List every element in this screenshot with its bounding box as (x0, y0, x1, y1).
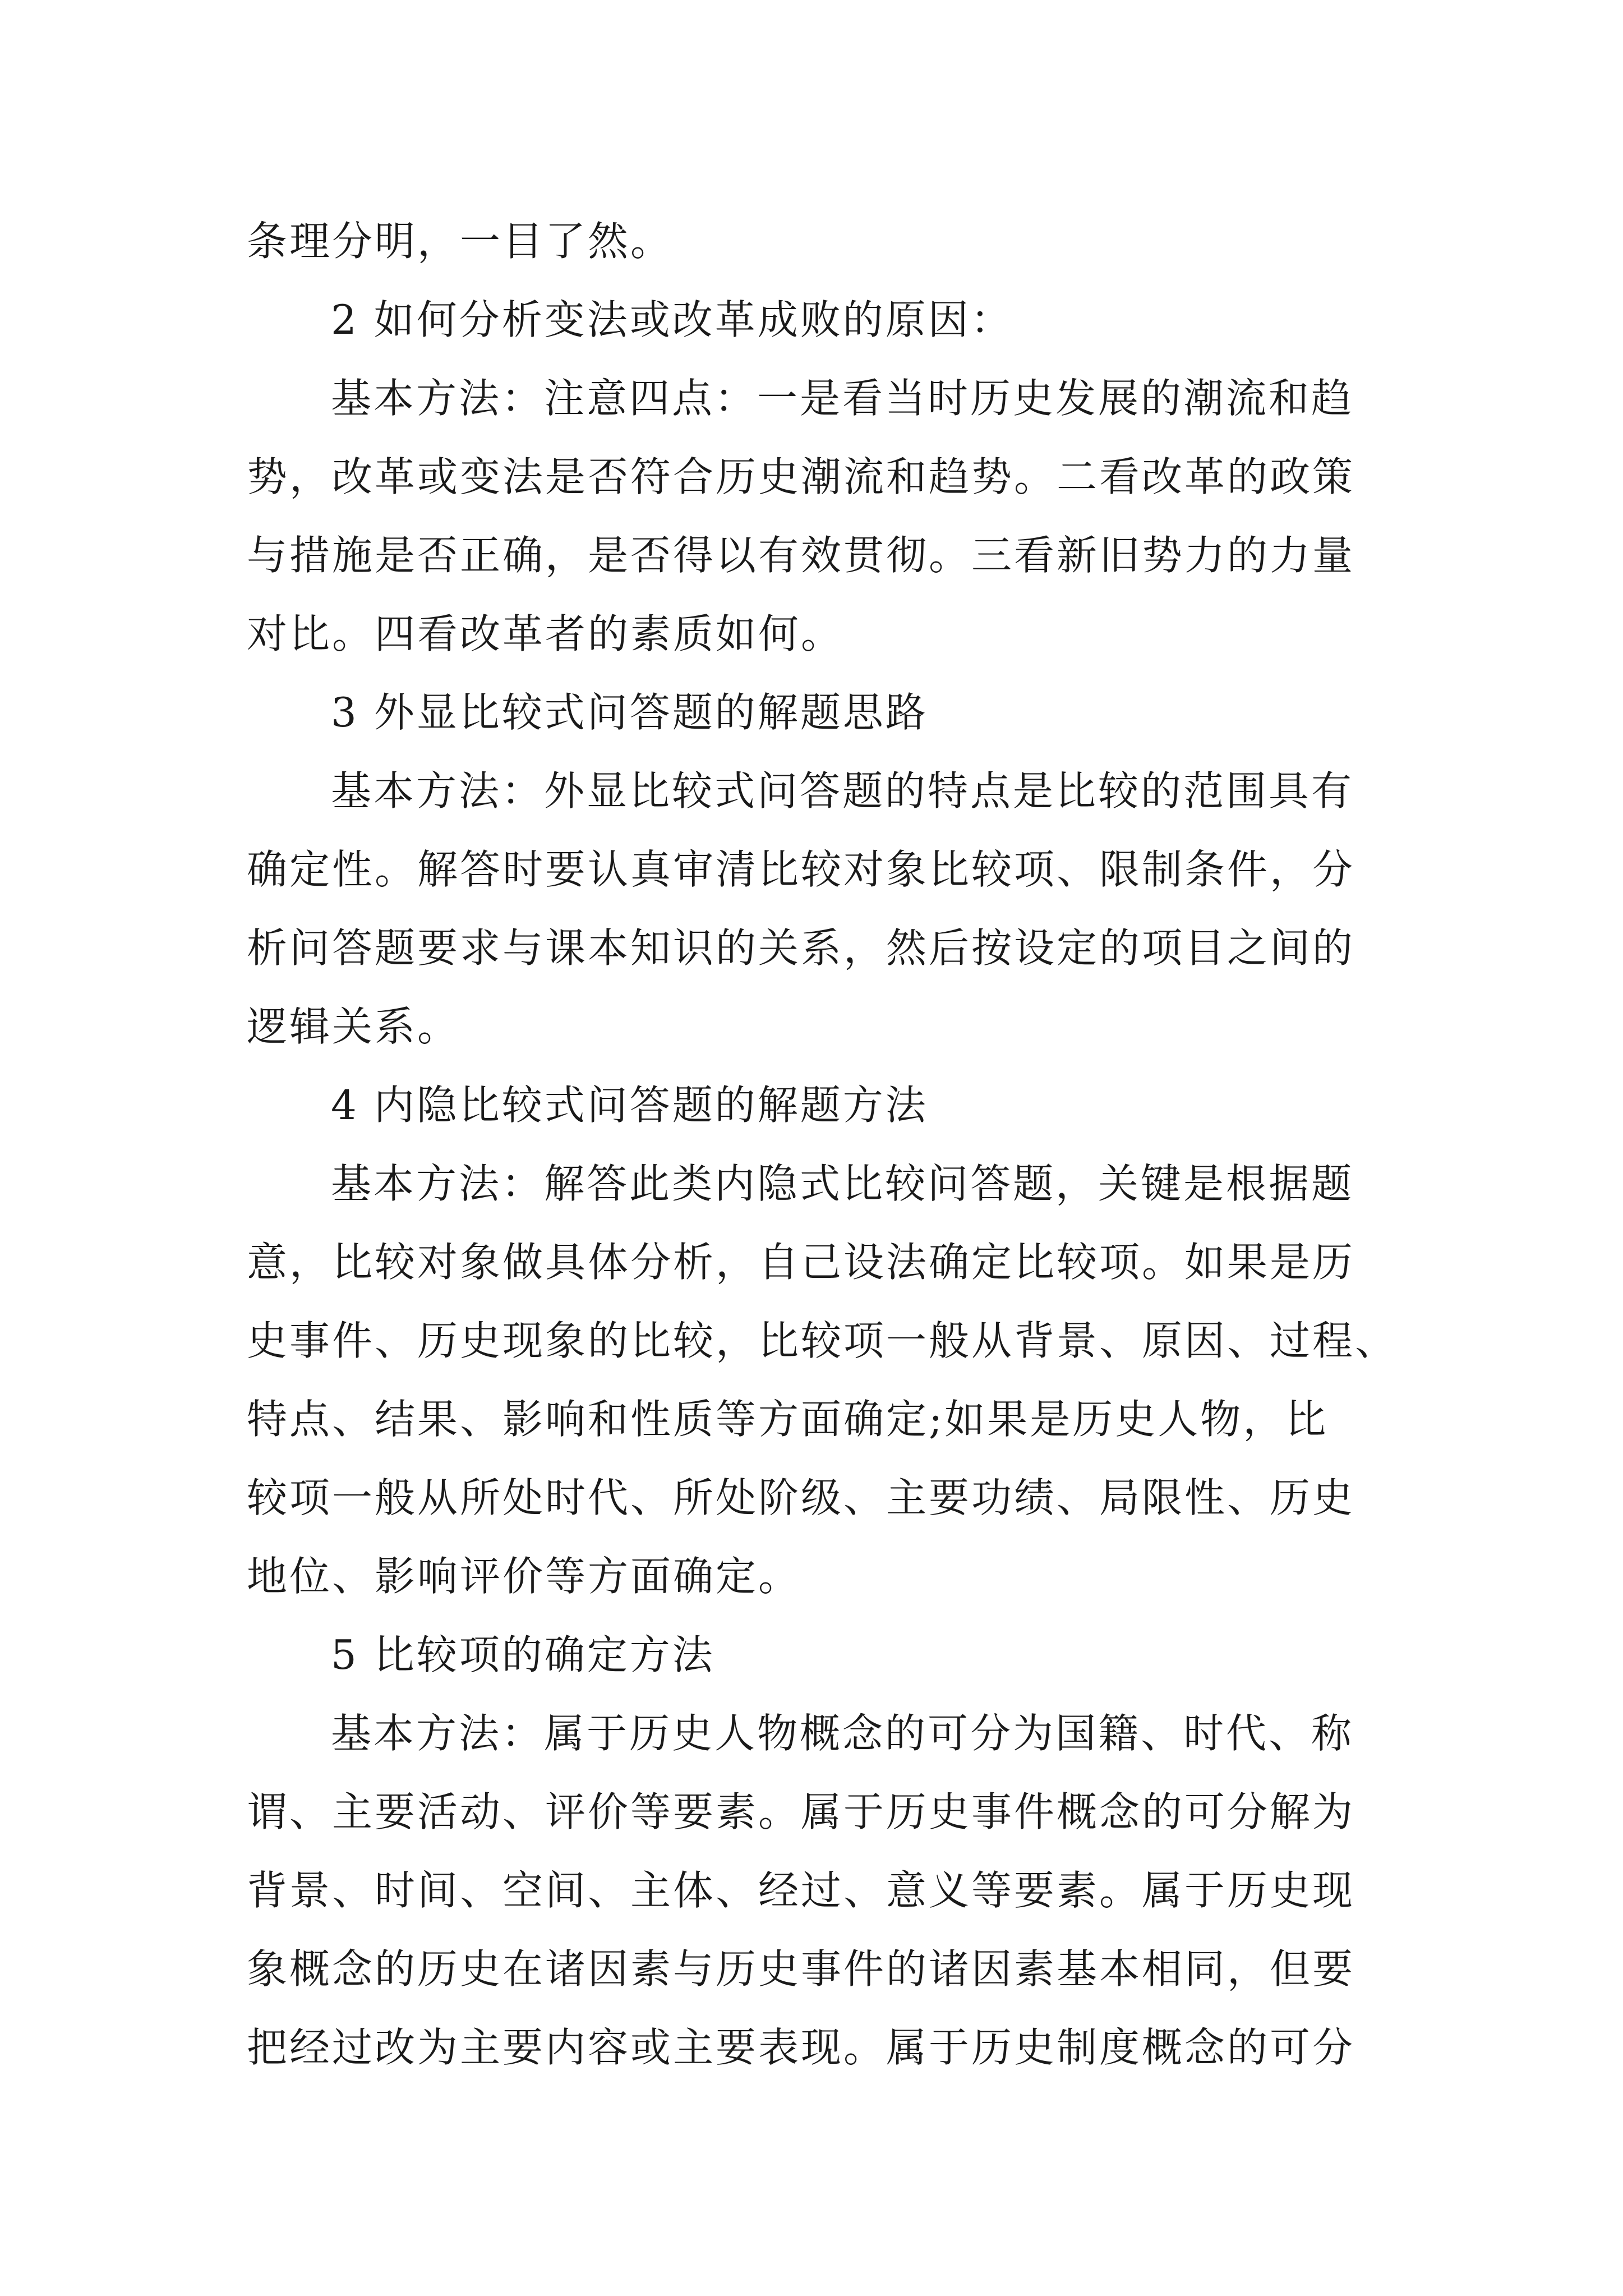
paragraph-line: 把经过改为主要内容或主要表现。属于历史制度概念的可分 (247, 2024, 1355, 2071)
paragraph-line: 势，改革或变法是否符合历史潮流和趋势。二看改革的政策 (247, 453, 1355, 500)
section-heading-3: 3 外显比较式问答题的解题思路 (331, 689, 928, 736)
paragraph-line: 确定性。解答时要认真审清比较对象比较项、限制条件，分 (247, 846, 1355, 893)
paragraph-line: 基本方法：外显比较式问答题的特点是比较的范围具有 (331, 767, 1354, 815)
paragraph-line: 对比。四看改革者的素质如何。 (247, 610, 844, 657)
paragraph-line: 基本方法：属于历史人物概念的可分为国籍、时代、称 (331, 1710, 1354, 1757)
paragraph-line: 基本方法：解答此类内隐式比较问答题，关键是根据题 (331, 1160, 1354, 1207)
paragraph-line: 析问答题要求与课本知识的关系，然后按设定的项目之间的 (247, 924, 1355, 972)
paragraph-line: 逻辑关系。 (247, 1003, 460, 1050)
section-heading-2: 2 如何分析变法或改革成败的原因： (331, 296, 1013, 343)
paragraph-line: 史事件、历史现象的比较，比较项一般从背景、原因、过程、 (247, 1317, 1398, 1364)
paragraph-line: 地位、影响评价等方面确定。 (247, 1553, 801, 1600)
section-heading-4: 4 内隐比较式问答题的解题方法 (331, 1082, 928, 1129)
paragraph-line: 与措施是否正确，是否得以有效贯彻。三看新旧势力的力量 (247, 532, 1355, 579)
paragraph-line: 条理分明，一目了然。 (247, 218, 674, 265)
paragraph-line: 较项一般从所处时代、所处阶级、主要功绩、局限性、历史 (247, 1474, 1355, 1521)
paragraph-line: 谓、主要活动、评价等要素。属于历史事件概念的可分解为 (247, 1788, 1355, 1835)
paragraph-line: 特点、结果、影响和性质等方面确定;如果是历史人物，比 (247, 1396, 1329, 1443)
paragraph-line: 基本方法：注意四点：一是看当时历史发展的潮流和趋 (331, 375, 1354, 422)
paragraph-line: 背景、时间、空间、主体、经过、意义等要素。属于历史现 (247, 1867, 1355, 1914)
paragraph-line: 象概念的历史在诸因素与历史事件的诸因素基本相同，但要 (247, 1945, 1355, 1993)
section-heading-5: 5 比较项的确定方法 (331, 1631, 715, 1678)
document-body (247, 202, 1398, 2087)
paragraph-line: 意，比较对象做具体分析，自己设法确定比较项。如果是历 (247, 1239, 1355, 1286)
